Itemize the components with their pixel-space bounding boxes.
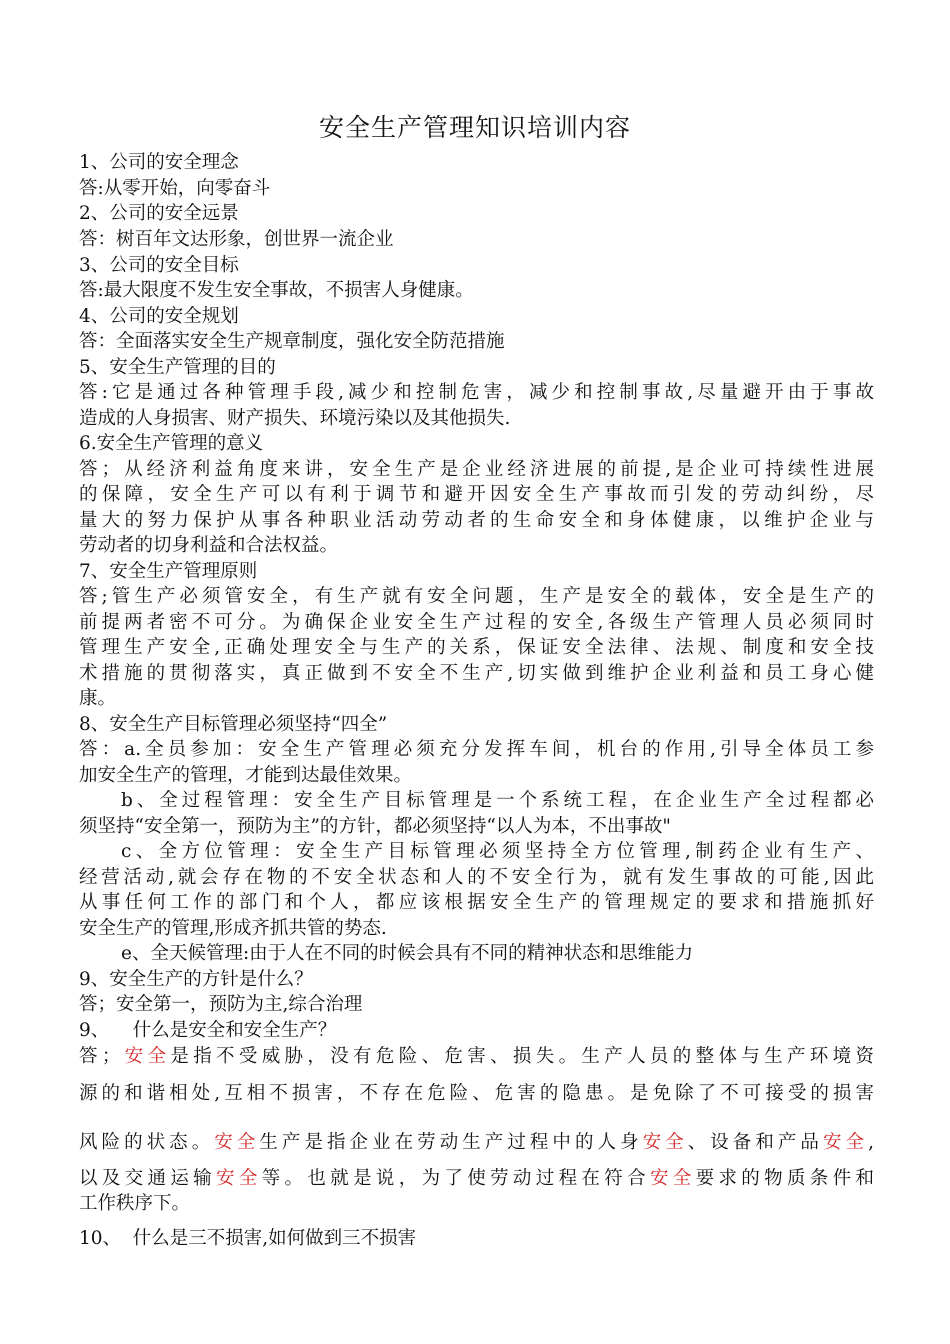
- answer-8-line: 从事任何工作的部门和个人，都应该根据安全生产的管理规定的要求和措施抓好: [79, 892, 874, 913]
- answer-6-line: 答；从经济利益角度来讲，安全生产是企业经济进展的前提,是企业可持续性进展: [79, 459, 874, 480]
- answer-5-line: 造成的人身损害、财产损失、环境污染以及其他损失.: [79, 408, 511, 429]
- answer-8-line: 答：a.全员参加：安全生产管理必须充分发挥车间，机台的作用,引导全体员工参: [79, 739, 874, 760]
- question-5: 5、安全生产管理的目的: [79, 357, 276, 378]
- text-run: 生产是指企业在劳动生产过程中的人身: [259, 1132, 643, 1153]
- answer-8-line: e、全天候管理:由于人在不同的时候会具有不同的精神状态和思维能力: [121, 943, 694, 964]
- answer-7-line: 术措施的贯彻落实，真正做到不安全不生产,切实做到维护企业利益和员工身心健: [79, 663, 874, 684]
- answer-8-line: c、全方位管理：安全生产目标管理必须坚持全方位管理,制药企业有生产、: [121, 841, 874, 862]
- answer-7-line: 康。: [79, 688, 117, 709]
- answer-8-line: b、全过程管理：安全生产目标管理是一个系统工程，在企业生产全过程都必: [121, 790, 874, 811]
- question-2: 2、公司的安全远景: [79, 203, 239, 224]
- highlight-keyword: 安全: [822, 1132, 869, 1153]
- text-run: 风险的状态。: [79, 1132, 215, 1153]
- answer-9: 答；安全第一，预防为主,综合治理: [79, 994, 363, 1015]
- text-run: 等。也就是说，为了使劳动过程在符合: [261, 1168, 650, 1189]
- answer-8-line: 经营活动,就会存在物的不安全状态和人的不安全行为，就有发生事故的可能,因此: [79, 867, 874, 888]
- question-3: 3、公司的安全目标: [79, 255, 239, 276]
- answer-2: 答：树百年文达形象，创世界一流企业: [79, 229, 394, 250]
- text-run: 要求的物质条件和: [695, 1168, 874, 1189]
- text-run: 以及交通运输: [79, 1168, 217, 1189]
- answer-9b-line: [79, 1131, 874, 1155]
- question-4: 4、公司的安全规划: [79, 306, 239, 327]
- answer-6-line: 劳动者的切身利益和合法权益。: [79, 535, 339, 556]
- answer-7-line: 管理生产安全,正确处理安全与生产的关系，保证安全法律、法规、制度和安全技: [79, 637, 874, 658]
- question-9: 9、安全生产的方针是什么？: [79, 969, 313, 990]
- text-run: 、设备和产品: [687, 1132, 823, 1153]
- answer-1: 答:从零开始，向零奋斗: [79, 178, 271, 199]
- question-8: 8、安全生产目标管理必须坚持“四全”: [79, 714, 388, 735]
- answer-3: 答:最大限度不发生安全事故，不损害人身健康。: [79, 280, 474, 301]
- question-7: 7、安全生产管理原则: [79, 561, 258, 582]
- highlight-keyword: 安全: [642, 1132, 688, 1153]
- answer-8-line: 安全生产的管理,形成齐抓共管的势态.: [79, 918, 387, 939]
- highlight-keyword: 安全: [120, 1046, 171, 1067]
- answer-7-line: 答;管生产必须管安全，有生产就有安全问题，生产是安全的载体，安全是生产的: [79, 586, 874, 607]
- answer-9b-line: [79, 1045, 874, 1069]
- highlight-keyword: 安全: [649, 1168, 696, 1189]
- text-run: 答；: [79, 1046, 121, 1067]
- answer-9b-line: [79, 1167, 874, 1191]
- answer-8-line: 须坚持“安全第一，预防为主”的方针，都必须坚持“以人为本，不出事故": [79, 816, 671, 837]
- answer-7-line: 前提两者密不可分。为确保企业安全生产过程的安全,各级生产管理人员必须同时: [79, 612, 874, 633]
- question-9b: 9、 什么是安全和安全生产？: [79, 1020, 337, 1041]
- question-1: 1、公司的安全理念: [79, 152, 239, 173]
- document-title: 安全生产管理知识培训内容: [318, 113, 631, 142]
- answer-4: 答：全面落实安全生产规章制度，强化安全防范措施: [79, 331, 505, 352]
- answer-5-line: 答:它是通过各种管理手段,减少和控制危害，减少和控制事故,尽量避开由于事故: [79, 382, 874, 403]
- answer-8-line: 加安全生产的管理，才能到达最佳效果。: [79, 765, 413, 786]
- highlight-keyword: 安全: [216, 1168, 262, 1189]
- answer-6-line: 的保障，安全生产可以有利于调节和避开因安全生产事故而引发的劳动纠纷，尽: [79, 484, 874, 505]
- text-run: 是指不受威胁，没有危险、危害、损失。生产人员的整体与生产环境资: [170, 1046, 874, 1067]
- answer-9b-line: 工作秩序下。: [79, 1193, 191, 1214]
- question-6: 6.安全生产管理的意义: [79, 433, 264, 454]
- answer-6-line: 量大的努力保护从事各种职业活动劳动者的生命安全和身体健康，以维护企业与: [79, 510, 874, 531]
- question-10: 10、 什么是三不损害,如何做到三不损害: [79, 1228, 417, 1249]
- highlight-keyword: 安全: [214, 1132, 260, 1153]
- text-run: ,: [868, 1132, 874, 1153]
- answer-9b-line: 源的和谐相处,互相不损害，不存在危险、危害的隐患。是免除了不可接受的损害: [79, 1083, 874, 1104]
